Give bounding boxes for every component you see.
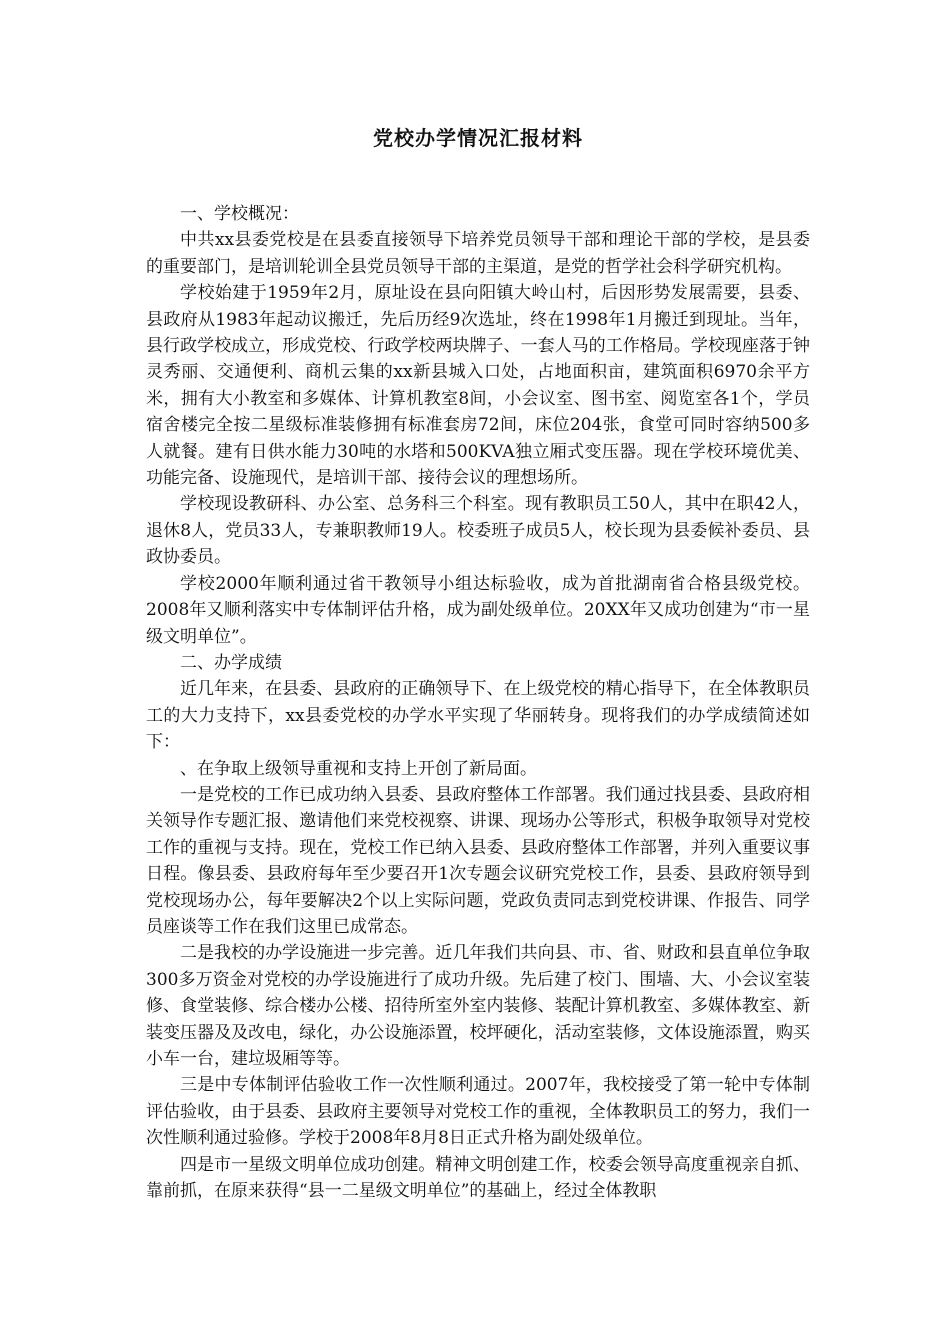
paragraph: 、在争取上级领导重视和支持上开创了新局面。 — [180, 758, 537, 779]
paragraph: 中共xx县委党校是在县委直接领导下培养党员领导干部和理论干部的学校，是县委的重要部门，是培训轮训全县党员领导干部的主渠道，是党的哲学社会科学研究机构。 — [146, 230, 810, 277]
paragraph: 二是我校的办学设施进一步完善。近几年我们共向县、市、省、财政和县直单位争取300多万资金对党校的办学设施进行了成功升级。先后建了校门、围墙、大、小会议室装修、食堂装修、综合楼办公楼、招待所室外室内装修、装配计算机教室、多媒体教室、新装变压器及及改电，绿化，办公设施添置，校坪硬化，活动室装修，文体设施添置，购买小车一台，建垃圾厢等等。 — [146, 943, 810, 1069]
paragraph: 学校2000年顺利通过省干教领导小组达标验收，成为首批湖南省合格县级党校。2008年又顺利落实中专体制评估升格，成为副处级单位。20XX年又成功创建为“市一星级文明单位”。 — [146, 573, 810, 647]
paragraph: 学校现设教研科、办公室、总务科三个科室。现有教职员工50人，其中在职42人，退休8人，党员33人，专兼职教师19人。校委班子成员5人，校长现为县委候补委员、县政协委员。 — [146, 494, 810, 568]
paragraph: 四是市一星级文明单位成功创建。精神文明创建工作，校委会领导高度重视亲自抓、靠前抓，在原来获得“县一二星级文明单位”的基础上，经过全体教职 — [146, 1154, 810, 1202]
section-heading-school-overview: 一、学校概况： — [180, 204, 299, 224]
paragraph: 一是党校的工作已成功纳入县委、县政府整体工作部署。我们通过找县委、县政府相关领导作专题汇报、邀请他们来党校视察、讲课、现场办公等形式，积极争取领导对党校工作的重视与支持。现在，党校工作已纳入县委、县政府整体工作部署，并列入重要议事日程。像县委、县政府每年至少要召开1次专题会议研究党校工作，县委、县政府领导到党校现场办公，每年要解决2个以上实际问题，党政负责同志到党校讲课、作报告、同学员座谈等工作在我们这里已成常态。 — [146, 784, 810, 937]
document-body — [146, 201, 810, 1204]
section-heading-achievements: 二、办学成绩 — [180, 652, 282, 673]
document-title: 党校办学情况汇报材料 — [373, 126, 583, 150]
paragraph: 近几年来，在县委、县政府的正确领导下、在上级党校的精心指导下，在全体教职员工的大力支持下，xx县委党校的办学水平实现了华丽转身。现将我们的办学成绩简述如下： — [146, 679, 810, 753]
document-page — [146, 0, 810, 1344]
paragraph: 三是中专体制评估验收工作一次性顺利通过。2007年，我校接受了第一轮中专体制评估验收，由于县委、县政府主要领导对党校工作的重视，全体教职员工的努力，我们一次性顺利通过验修。学校于2008年8月8日正式升格为副处级单位。 — [146, 1075, 810, 1149]
paragraph: 学校始建于1959年2月，原址设在县向阳镇大岭山村，后因形势发展需要，县委、县政府从1983年起动议搬迁，先后历经9次选址，终在1998年1月搬迁到现址。当年，县行政学校成立，形成党校、行政学校两块牌子、一套人马的工作格局。学校现座落于钟灵秀丽、交通便利、商机云集的xx新县城入口处，占地面积亩，建筑面积6970余平方米，拥有大小教室和多媒体、计算机教室8间，小会议室、图书室、阅览室各1个，学员宿舍楼完全按二星级标准装修拥有标准套房72间，床位204张，食堂可同时容纳500多人就餐。建有日供水能力30吨的水塔和500KVA独立厢式变压器。现在学校环境优美、功能完备、设施现代，是培训干部、接待会议的理想场所。 — [146, 283, 810, 489]
